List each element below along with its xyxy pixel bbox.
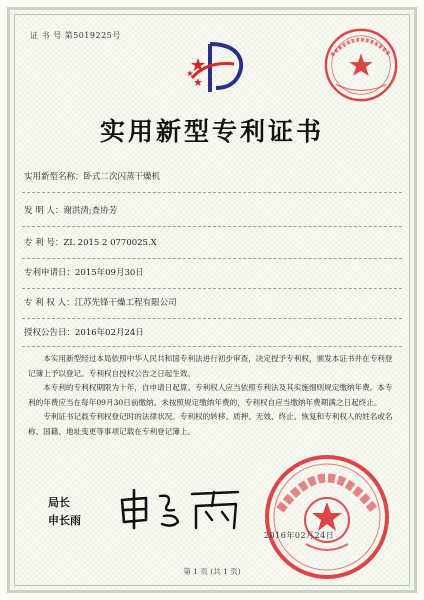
inventor-value: 谢洪清;查协芳 bbox=[63, 206, 118, 216]
patent-number-value: ZL 2015 2 0770025.X bbox=[63, 238, 157, 248]
cnipa-logo-icon bbox=[186, 38, 246, 98]
filing-date-label: 专利申请日： bbox=[24, 268, 76, 278]
certificate-title: 实用新型专利证书 bbox=[99, 117, 324, 146]
official-seal-top-icon bbox=[322, 26, 400, 104]
divider bbox=[22, 226, 402, 227]
patent-holder-label: 专 利 权 人： bbox=[24, 298, 75, 308]
filing-date-value: 2015年09月30日 bbox=[75, 268, 144, 278]
divider bbox=[22, 288, 402, 289]
certificate-number: 证 书 号 第5019225号 bbox=[30, 31, 121, 40]
filing-date-field bbox=[24, 266, 144, 278]
grant-date-field bbox=[24, 326, 144, 338]
patent-holder-field bbox=[24, 296, 177, 308]
utility-model-name-value: 卧式二次闪蒸干燥机 bbox=[83, 172, 161, 182]
certificate-body bbox=[28, 352, 398, 440]
inventor-label: 发 明 人： bbox=[24, 206, 64, 216]
divider bbox=[22, 258, 402, 259]
grant-date-label: 授权公告日： bbox=[24, 328, 76, 338]
director-title: 局长 bbox=[48, 496, 70, 509]
body-paragraph-3: 专利证书记载专利权登记时的法律状况。专利权的转移、质押、无效、终止、恢复和专利权人的姓名或名称、国籍、地址变更等事项记载在专利登记簿上。 bbox=[28, 412, 393, 436]
inventor-field bbox=[24, 204, 117, 216]
page-number: 第 1 页 (共 1 页) bbox=[183, 567, 241, 576]
divider bbox=[22, 346, 402, 347]
director-name: 申长雨 bbox=[48, 514, 81, 527]
divider bbox=[22, 318, 402, 319]
director-signature-icon bbox=[116, 484, 246, 532]
issue-date: 2016年02月24日 bbox=[264, 531, 335, 540]
body-paragraph-1: 本实用新型经过本局依照中华人民共和国专利法进行初步审查，决定授予专利权，颁发本证书并在专利登记簿上予以登记。专利权自授权公告之日起生效。 bbox=[28, 354, 393, 378]
patent-number-field bbox=[24, 236, 157, 248]
utility-model-name-label: 实用新型名称： bbox=[24, 172, 84, 182]
grant-date-value: 2016年02月24日 bbox=[75, 328, 144, 338]
body-paragraph-2: 本专利的专利权期限为十年，自申请日起算。专利权人应当依照专利法及其实施细则规定缴纳年费。本专利的年费应当在每年09月30日前缴纳。未按照规定缴纳年费的，专利权自应当缴纳年费期满之日起终止。 bbox=[28, 383, 393, 407]
patent-number-label: 专 利 号： bbox=[24, 238, 64, 248]
official-seal-icon bbox=[262, 452, 392, 582]
divider bbox=[22, 192, 402, 193]
utility-model-name-field bbox=[24, 170, 160, 182]
patent-holder-value: 江苏先锋干燥工程有限公司 bbox=[74, 298, 177, 308]
